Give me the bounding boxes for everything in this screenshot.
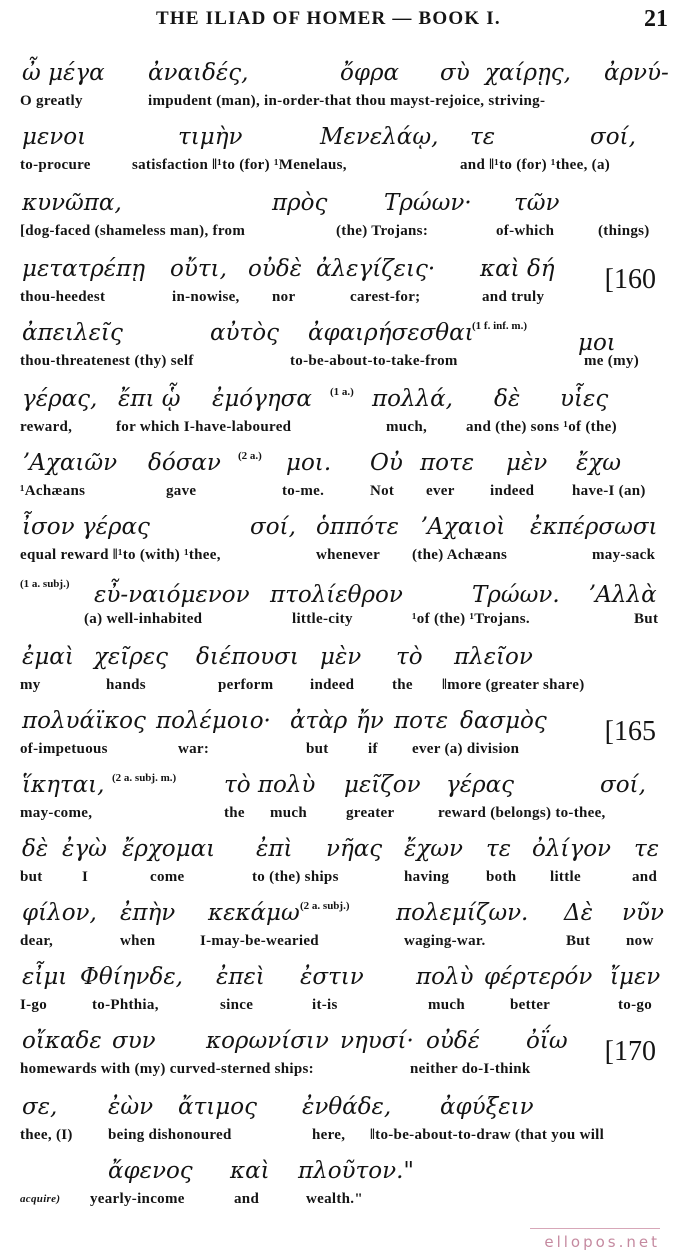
greek-word: τε — [486, 836, 512, 862]
greek-word: ἔχω — [576, 450, 622, 476]
english-gloss: ‖more (greater share) — [442, 677, 585, 693]
english-row — [20, 1124, 668, 1154]
english-row — [20, 220, 668, 250]
greek-word: ποτε — [420, 450, 475, 476]
english-row — [20, 350, 668, 380]
english-gloss: here, — [312, 1127, 346, 1143]
greek-word: μεῖζον — [344, 772, 421, 798]
interlinear-line — [20, 706, 668, 766]
greek-word: ἔπι ᾧ — [118, 386, 181, 412]
greek-word: ʼΑλλὰ — [588, 582, 657, 608]
greek-word: οὔτι, — [170, 256, 227, 282]
greek-word: σοί, — [600, 772, 646, 798]
english-gloss: waging-war. — [404, 933, 486, 949]
greek-word: ἀπειλεῖς — [22, 320, 123, 346]
greek-word: τὸ — [396, 644, 423, 670]
english-gloss: to (the) ships — [252, 869, 339, 885]
greek-word: πλοῦτον." — [298, 1158, 414, 1184]
greek-row — [20, 318, 668, 356]
greek-row — [20, 1156, 668, 1186]
greek-word: ἐνθάδε, — [302, 1094, 392, 1120]
running-title: THE ILIAD OF HOMER — BOOK I. — [156, 8, 501, 29]
english-gloss: wealth." — [306, 1191, 363, 1207]
english-row — [20, 1188, 668, 1218]
greek-word: σὺ — [440, 60, 470, 86]
greek-word: καὶ — [230, 1158, 270, 1184]
greek-word: μετατρέπῃ — [22, 256, 146, 282]
greek-word: εὖ-ναιόμενον — [94, 582, 250, 608]
greek-row — [20, 898, 668, 928]
interlinear-line — [20, 1026, 668, 1086]
greek-row — [20, 1026, 668, 1056]
english-gloss: both — [486, 869, 517, 885]
greek-word: καὶ δή — [480, 256, 555, 282]
english-gloss: ‖to-be-about-to-draw (that you will — [370, 1127, 605, 1143]
english-gloss: better — [510, 997, 551, 1013]
english-gloss: my — [20, 677, 41, 693]
english-gloss: now — [626, 933, 654, 949]
greek-word: νηυσί· — [340, 1028, 414, 1054]
greek-word: μενοι — [22, 124, 87, 150]
site-watermark: ellopos.net — [530, 1228, 660, 1251]
english-gloss: whenever — [316, 547, 381, 563]
greek-word: σε, — [22, 1094, 58, 1120]
grammar-note: (1 f. inf. m.) — [472, 320, 527, 332]
english-gloss: (a) well-inhabited — [84, 611, 203, 627]
english-gloss: But — [634, 611, 659, 627]
english-gloss: dear, — [20, 933, 54, 949]
greek-word: ἔρχομαι — [122, 836, 216, 862]
english-gloss: But — [566, 933, 591, 949]
greek-word: πολεμίζων. — [396, 900, 529, 926]
english-gloss: and truly — [482, 289, 545, 305]
english-gloss: may-come, — [20, 805, 93, 821]
english-gloss: for which I-have-laboured — [116, 419, 292, 435]
interlinear-line — [20, 770, 668, 830]
english-gloss: of-which — [496, 223, 555, 239]
greek-word: ἤν — [356, 708, 384, 734]
greek-word: ἀτὰρ — [290, 708, 348, 734]
english-gloss: thou-heedest — [20, 289, 106, 305]
english-gloss: have-I (an) — [572, 483, 646, 499]
greek-word: οὐδέ — [426, 1028, 481, 1054]
greek-word: διέπουσι — [196, 644, 299, 670]
greek-word: τῶν — [514, 190, 560, 216]
greek-row — [20, 188, 668, 218]
greek-row — [20, 122, 668, 152]
english-gloss: ever (a) division — [412, 741, 520, 757]
greek-word: συν — [112, 1028, 156, 1054]
interlinear-line — [20, 384, 668, 444]
english-gloss: thee, (I) — [20, 1127, 73, 1143]
english-gloss: being dishonoured — [108, 1127, 232, 1143]
greek-word: ὀλίγον — [532, 836, 612, 862]
english-gloss: acquire) — [20, 1193, 61, 1205]
english-gloss: the — [224, 805, 245, 821]
english-gloss: since — [220, 997, 254, 1013]
english-row — [20, 544, 668, 574]
interlinear-line — [20, 962, 668, 1022]
english-gloss: much — [428, 997, 466, 1013]
greek-word: ἀφαιρήσεσθαι — [308, 320, 474, 346]
greek-row — [20, 576, 668, 606]
english-row — [20, 286, 668, 316]
greek-word: κεκάμω — [208, 900, 300, 926]
interlinear-line — [20, 448, 668, 508]
greek-word: ὄφρα — [340, 60, 400, 86]
english-gloss: I — [82, 869, 89, 885]
greek-word: χεῖρες — [94, 644, 169, 670]
english-gloss: to-Phthia, — [92, 997, 159, 1013]
english-gloss: much — [270, 805, 308, 821]
grammar-note: (2 a. subj. m.) — [112, 772, 177, 784]
greek-word: εἶμι — [22, 964, 68, 990]
greek-word: κυνῶπα, — [22, 190, 122, 216]
english-row — [20, 154, 668, 184]
english-gloss: [dog-faced (shameless man), from — [20, 223, 246, 239]
greek-word: ἀναιδές, — [148, 60, 249, 86]
english-gloss: war: — [178, 741, 210, 757]
grammar-note: (1 a. subj.) — [20, 578, 70, 590]
greek-word: πολὺ — [416, 964, 474, 990]
greek-word: ἐγὼ — [62, 836, 107, 862]
greek-word: Μενελάῳ, — [320, 124, 439, 150]
greek-word: μοι — [578, 330, 616, 356]
english-row — [20, 674, 668, 704]
english-gloss: (things) — [598, 223, 650, 239]
english-gloss: to-procure — [20, 157, 91, 173]
interlinear-line — [20, 642, 668, 702]
greek-word: φίλον, — [22, 900, 97, 926]
english-gloss: impudent (man), in-order-that thou mayst-rejoice, striving- — [148, 93, 546, 109]
greek-word: μοι. — [286, 450, 332, 476]
english-gloss: yearly-income — [90, 1191, 185, 1207]
greek-word: γέρας, — [22, 386, 98, 412]
interlinear-line — [20, 188, 668, 248]
english-gloss: little — [550, 869, 581, 885]
greek-word: σοί, — [590, 124, 636, 150]
greek-word: Τρώων· — [384, 190, 472, 216]
interlinear-line — [20, 318, 668, 378]
greek-word: πολέμοιο· — [156, 708, 271, 734]
greek-word: ἐὼν — [108, 1094, 154, 1120]
line-number-margin: [165 — [604, 716, 656, 747]
english-gloss: indeed — [310, 677, 355, 693]
greek-word: ἄτιμος — [178, 1094, 257, 1120]
greek-word: ὦ μέγα — [22, 60, 105, 86]
interlinear-line — [20, 254, 668, 314]
interlinear-line — [20, 1092, 668, 1152]
grammar-note: (1 a.) — [330, 386, 354, 398]
greek-row — [20, 254, 668, 284]
greek-word: ʼΑχαιοὶ — [420, 514, 506, 540]
english-row — [20, 608, 668, 638]
grammar-note: (2 a.) — [238, 450, 262, 462]
greek-word: ὀΐω — [526, 1028, 568, 1054]
interlinear-line — [20, 834, 668, 894]
english-gloss: thou-threatenest (thy) self — [20, 353, 194, 369]
greek-word: πολλά, — [372, 386, 453, 412]
greek-word: ἀρνύ- — [604, 60, 669, 86]
greek-row — [20, 1092, 668, 1122]
english-gloss: it-is — [312, 997, 338, 1013]
english-gloss: the — [392, 677, 413, 693]
grammar-note: (2 a. subj.) — [300, 900, 350, 912]
greek-word: δὲ — [22, 836, 49, 862]
english-gloss: homewards with (my) curved-sterned ships: — [20, 1061, 314, 1077]
english-row — [20, 480, 668, 510]
english-gloss: and ‖¹to (for) ¹thee, (a) — [460, 157, 611, 173]
interlinear-line — [20, 898, 668, 958]
greek-word: σοί, — [250, 514, 296, 540]
english-gloss: ¹Achæans — [20, 483, 86, 499]
greek-word: πολυάϊκος — [22, 708, 146, 734]
greek-row — [20, 834, 668, 864]
english-gloss: (the) Trojans: — [336, 223, 429, 239]
greek-word: πρὸς — [272, 190, 328, 216]
greek-word: Τρώων. — [472, 582, 560, 608]
interlinear-line — [20, 512, 668, 572]
english-gloss: (the) Achæans — [412, 547, 508, 563]
greek-word: ἄφενος — [108, 1158, 193, 1184]
english-gloss: to-be-about-to-take-from — [290, 353, 458, 369]
greek-word: ἔχων — [404, 836, 464, 862]
greek-word: ἀλεγίζεις· — [316, 256, 436, 282]
english-gloss: I-may-be-wearied — [200, 933, 319, 949]
greek-word: ἐκπέρσωσι — [530, 514, 658, 540]
english-gloss: but — [306, 741, 329, 757]
greek-row — [20, 58, 668, 88]
interlinear-line — [20, 576, 668, 636]
english-gloss: neither do-I-think — [410, 1061, 531, 1077]
english-gloss: when — [120, 933, 156, 949]
greek-word: κορωνίσιν — [206, 1028, 329, 1054]
greek-word: δόσαν — [148, 450, 221, 476]
english-gloss: of-impetuous — [20, 741, 108, 757]
greek-word: πλεῖον — [454, 644, 533, 670]
greek-word: αὐτὸς — [210, 320, 279, 346]
greek-word: ἀφύξειν — [440, 1094, 534, 1120]
interlinear-line — [20, 122, 668, 182]
english-row — [20, 930, 668, 960]
english-gloss: reward, — [20, 419, 73, 435]
english-gloss: O greatly — [20, 93, 83, 109]
english-gloss: come — [150, 869, 185, 885]
greek-word: ἐστιν — [300, 964, 364, 990]
english-gloss: reward (belongs) to-thee, — [438, 805, 606, 821]
interlinear-line — [20, 1156, 668, 1216]
greek-row — [20, 448, 668, 478]
greek-word: ἐμόγησα — [212, 386, 312, 412]
english-row — [20, 90, 668, 120]
greek-word: χαίρῃς, — [485, 60, 571, 86]
english-gloss: and (the) sons ¹of (the) — [466, 419, 617, 435]
greek-word: τὸ πολὺ — [224, 772, 316, 798]
english-gloss: to-go — [618, 997, 652, 1013]
english-gloss: satisfaction ‖¹to (for) ¹Menelaus, — [132, 157, 347, 173]
english-gloss: little-city — [292, 611, 353, 627]
english-gloss: much, — [386, 419, 428, 435]
greek-word: φέρτερόν — [484, 964, 593, 990]
english-row — [20, 802, 668, 832]
greek-word: γέρας — [446, 772, 515, 798]
english-gloss: if — [368, 741, 378, 757]
english-gloss: greater — [346, 805, 395, 821]
line-number-margin: [170 — [604, 1036, 656, 1067]
greek-word: οὐδὲ — [248, 256, 303, 282]
english-row — [20, 1058, 668, 1088]
greek-row — [20, 962, 668, 992]
greek-word: νῆας — [326, 836, 383, 862]
english-row — [20, 416, 668, 446]
interlinear-line — [20, 58, 668, 118]
greek-word: τε — [634, 836, 660, 862]
greek-word: οἴκαδε — [22, 1028, 102, 1054]
english-gloss: and — [234, 1191, 260, 1207]
line-number-margin: [160 — [604, 264, 656, 295]
greek-word: ἵκηται, — [22, 772, 105, 798]
greek-word: ἐπὴν — [120, 900, 176, 926]
english-gloss: I-go — [20, 997, 48, 1013]
english-gloss: hands — [106, 677, 146, 693]
english-gloss: equal reward ‖¹to (with) ¹thee, — [20, 547, 221, 563]
greek-word: ἐπεὶ — [216, 964, 265, 990]
greek-word: μὲν — [506, 450, 548, 476]
greek-word: τιμὴν — [178, 124, 243, 150]
english-gloss: but — [20, 869, 43, 885]
greek-row — [20, 706, 668, 736]
greek-row — [20, 770, 668, 800]
english-gloss: ¹of (the) ¹Trojans. — [412, 611, 530, 627]
english-gloss: to-me. — [282, 483, 325, 499]
greek-word: υἷες — [560, 386, 609, 412]
greek-word: νῦν — [622, 900, 664, 926]
greek-word: δασμὸς — [460, 708, 547, 734]
greek-word: τε — [470, 124, 496, 150]
greek-word: ἶσον γέρας — [22, 514, 150, 540]
greek-word: δὲ — [494, 386, 521, 412]
english-gloss: in-nowise, — [172, 289, 240, 305]
english-gloss: and — [632, 869, 658, 885]
english-gloss: Not — [370, 483, 395, 499]
english-row — [20, 866, 668, 896]
greek-word: ἐμαὶ — [22, 644, 74, 670]
english-gloss: carest-for; — [350, 289, 421, 305]
english-gloss: nor — [272, 289, 296, 305]
english-row — [20, 994, 668, 1024]
greek-word: ʼΑχαιῶν — [22, 450, 118, 476]
greek-word: ἴμεν — [610, 964, 661, 990]
greek-word: Δὲ — [564, 900, 593, 926]
page-number: 21 — [644, 6, 668, 32]
greek-word: ὁππότε — [316, 514, 399, 540]
english-gloss: perform — [218, 677, 274, 693]
greek-word: ἐπὶ — [256, 836, 293, 862]
english-gloss: gave — [166, 483, 197, 499]
greek-word: Οὐ — [370, 450, 403, 476]
english-row — [20, 738, 668, 768]
english-gloss: having — [404, 869, 450, 885]
english-gloss: may-sack — [592, 547, 656, 563]
greek-word: ποτε — [394, 708, 449, 734]
page-header — [0, 6, 678, 36]
greek-word: μὲν — [320, 644, 362, 670]
english-gloss: me (my) — [584, 353, 639, 369]
greek-row — [20, 512, 668, 542]
greek-row — [20, 384, 668, 414]
english-gloss: ever — [426, 483, 455, 499]
greek-word: πτολίεθρον — [270, 582, 403, 608]
english-gloss: indeed — [490, 483, 535, 499]
greek-row — [20, 642, 668, 672]
greek-word: Φθίηνδε, — [80, 964, 183, 990]
